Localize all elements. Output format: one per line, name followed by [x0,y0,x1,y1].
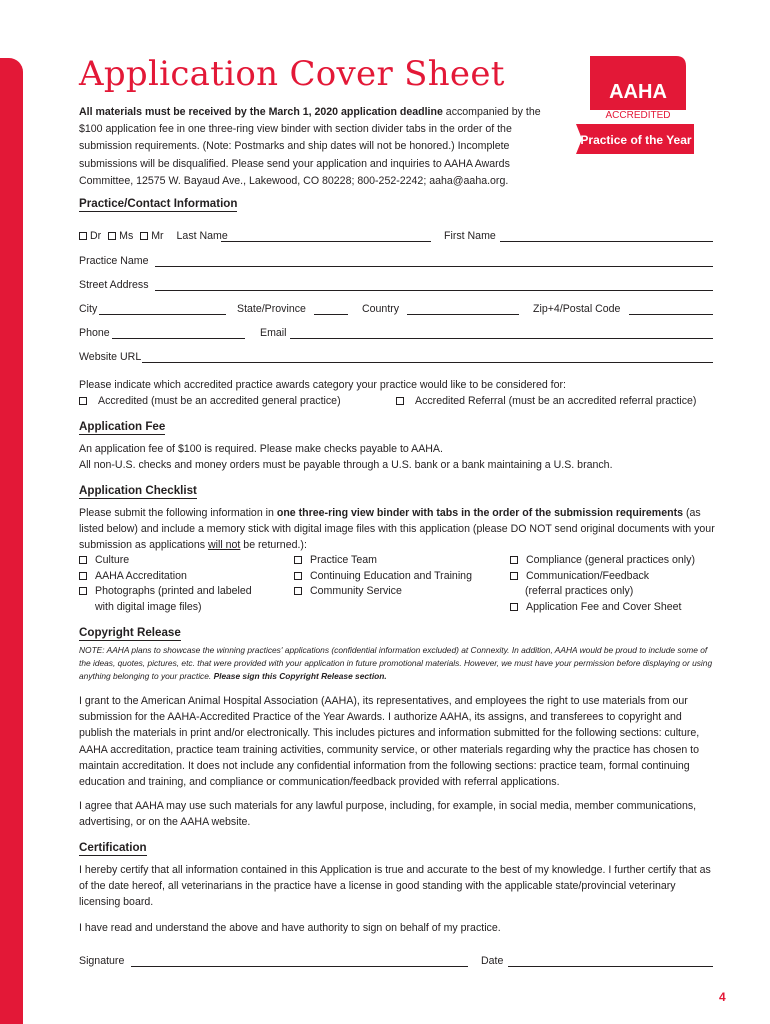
checklist-item[interactable] [79,553,129,567]
checkbox[interactable] [510,603,518,611]
phone-field[interactable] [112,338,245,339]
checklist-item-label: AAHA Accreditation [95,570,187,582]
copyright-note-bold: Please sign this Copyright Release section. [213,671,387,681]
certification-paragraph-2: I have read and understand the above and have authority to sign on behalf of my practice. [79,922,501,934]
logo-award: Practice of the Year [580,133,692,147]
contact-heading: Practice/Contact Information [79,197,238,210]
mr-label: Mr [151,230,164,242]
state-label: State/Province [237,303,306,315]
category-accredited-option[interactable] [79,394,341,408]
dr-label: Dr [90,230,102,242]
zip-label: Zip+4/Postal Code [533,303,621,315]
checklist-item-label: Community Service [310,585,402,597]
dr-checkbox[interactable] [79,232,87,240]
city-label: City [79,303,98,315]
mr-checkbox[interactable] [140,232,148,240]
checklist-intro-bold: one three-ring view binder with tabs in the order of the submission requirements [276,507,684,519]
ms-label: Ms [119,230,134,242]
category-prompt: Please indicate which accredited practice awards category your practice would like to be considered for: [79,379,566,391]
copyright-note-text: NOTE: AAHA plans to showcase the winning practices' applications (confidential information excluded) at Connexity. In addition, AAHA would be proud to include some of the ideas, quotes, pictures, etc. that were provided with your application in future promotional materials. However, we must have your permission before displaying or using anything belonging to your practice. [79,645,713,681]
street-address-field[interactable] [155,290,713,291]
checklist-item[interactable] [79,569,187,583]
practice-name-label: Practice Name [79,255,149,267]
category-referral-option[interactable] [396,394,696,408]
checkbox[interactable] [510,556,518,564]
checklist-item-label: Photographs (printed and labeled [95,585,252,597]
checklist-item[interactable] [510,600,681,614]
fee-heading: Application Fee [79,420,166,433]
accredited-label: Accredited (must be an accredited general practice) [98,395,341,407]
aaha-logo [576,56,694,160]
country-field[interactable] [407,314,519,315]
checklist-item[interactable] [510,569,649,583]
date-field[interactable] [508,966,713,967]
signature-field[interactable] [131,966,468,967]
city-field[interactable] [99,314,226,315]
fee-line-1: An application fee of $100 is required. Please make checks payable to AAHA. [79,443,443,455]
practice-name-field[interactable] [155,266,713,267]
website-label: Website URL [79,351,142,363]
page-title: Application Cover Sheet [79,54,505,94]
checklist-heading: Application Checklist [79,484,197,497]
checklist-item-label: Culture [95,554,130,566]
date-label: Date [481,955,504,967]
zip-field[interactable] [629,314,713,315]
checklist-item-label: Continuing Education and Training [310,570,472,582]
checklist-item[interactable] [294,569,472,583]
salutation-row [79,229,228,243]
email-label: Email [260,327,287,339]
phone-label: Phone [79,327,110,339]
checklist-item-continued: (referral practices only) [525,585,634,597]
copyright-paragraph-1: I grant to the American Animal Hospital Association (AAHA), its representatives, and employees the right to use materials from our submission for the AAHA-Accredited Practice of the Year Awards. I authorize AAHA, its assigns, and transferees to copyright and publish the materials in print and/or electronically. This includes pictures and information submitted for the following sections: culture, AAHA accreditation, practice team training activities, community service, or other materials regarding why the practice has chosen to maintain accreditation. It does not include any confidential information from the following sections: practice team, formal continuing education and training, and compliance or communication/feedback provided with referral applications. [79,695,700,789]
certification-heading: Certification [79,841,147,854]
intro-text: accompanied by the $100 application fee in one three-ring view binder with section divider tabs in the order of the submission requirements. (Note: Postmarks and ship dates will not be honored.) Incomplete submissions will be disqualified. Please send your application and inquiries to AAHA Awards Committee, 12575 W. Bayaud Ave., Lakewood, CO 80228; 800-252-2242; aaha@aaha.org. [79,106,541,187]
checkbox[interactable] [79,587,87,595]
checkbox[interactable] [510,572,518,580]
red-side-bar [0,58,23,1024]
copyright-note [79,644,715,683]
checklist-item-continued: with digital image files) [95,601,202,613]
last-name-field[interactable] [221,241,431,242]
copyright-paragraph-2: I agree that AAHA may use such materials for any lawful purpose, including, for example, in social media, member communications, advertising, or on the AAHA website. [79,800,697,829]
logo-brand: AAHA [609,81,667,103]
checklist-item[interactable] [294,553,377,567]
checklist-item-label: Communication/Feedback [526,570,650,582]
ms-checkbox[interactable] [108,232,116,240]
checklist-intro-c: be returned.): [240,539,307,552]
page-number: 4 [719,990,726,1004]
signature-label: Signature [79,955,125,967]
last-name-label: Last Name [176,230,228,242]
checklist-intro [79,505,715,554]
checkbox[interactable] [79,572,87,580]
email-field[interactable] [290,338,713,339]
intro-paragraph [79,104,549,190]
accredited-checkbox[interactable] [79,397,87,405]
checklist-item[interactable] [294,584,402,598]
fee-line-2: All non-U.S. checks and money orders must be payable through a U.S. bank or a bank maintaining a U.S. branch. [79,459,613,471]
checklist-item-label: Compliance (general practices only) [526,554,695,566]
certification-paragraph-1: I hereby certify that all information contained in this Application is true and accurate to the best of my knowledge. I further certify that as of the date hereof, all veterinarians in the practice have a license in good standing with the applicable state/provincial veterinary licensing board. [79,864,711,909]
first-name-field[interactable] [500,241,713,242]
checklist-item[interactable] [510,553,695,567]
logo-accredited: ACCREDITED [605,110,671,121]
checklist-item-label: Practice Team [310,554,377,566]
street-address-label: Street Address [79,279,149,291]
website-field[interactable] [142,362,713,363]
referral-label: Accredited Referral (must be an accredited referral practice) [415,395,697,407]
state-field[interactable] [314,314,348,315]
checklist-item[interactable] [79,584,252,598]
checklist-intro-b: (as listed below) and include a memory stick with digital image files with this application (please DO NOT send original documents with your submission as applications [79,507,715,552]
copyright-heading: Copyright Release [79,626,181,639]
country-label: Country [362,303,400,315]
first-name-label: First Name [444,230,496,242]
checkbox[interactable] [294,556,302,564]
checkbox[interactable] [294,587,302,595]
referral-checkbox[interactable] [396,397,404,405]
deadline-text: All materials must be received by the March 1, 2020 application deadline [79,106,443,118]
checkbox[interactable] [79,556,87,564]
checklist-intro-a: Please submit the following information in [79,507,277,519]
checklist-item-label: Application Fee and Cover Sheet [526,601,682,613]
checkbox[interactable] [294,572,302,580]
checklist-intro-underline: will not [207,539,241,552]
